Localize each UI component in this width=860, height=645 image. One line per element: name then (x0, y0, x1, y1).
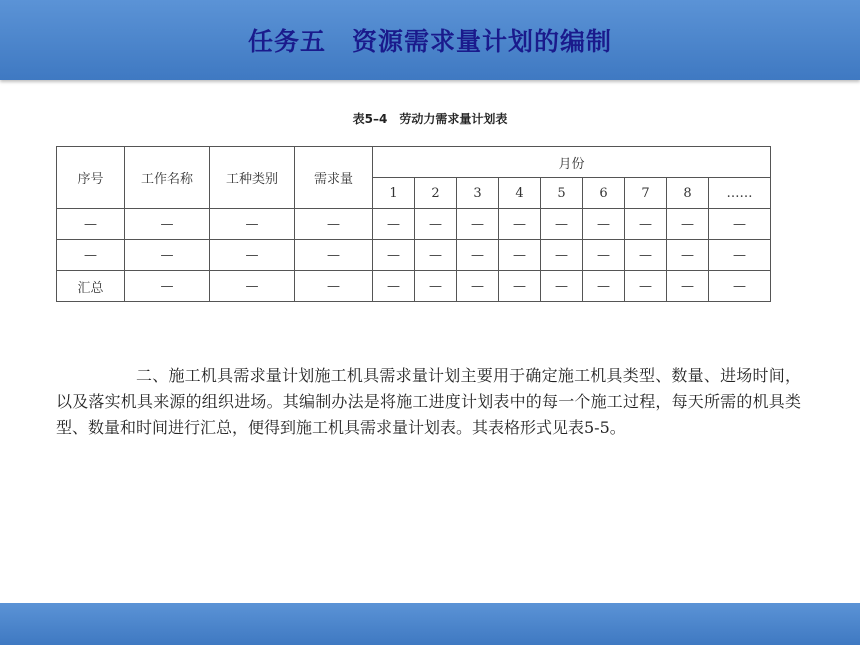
table-cell: — (583, 271, 625, 302)
table-cell: — (57, 209, 125, 240)
table-cell: — (125, 209, 210, 240)
table-cell: — (541, 271, 583, 302)
month-header-cell: 7 (625, 178, 667, 209)
table-cell: — (457, 209, 499, 240)
table-cell: — (210, 209, 295, 240)
table-cell: — (583, 240, 625, 271)
table-cell: — (57, 240, 125, 271)
table-cell: — (625, 209, 667, 240)
table-cell: — (667, 271, 709, 302)
table-cell: — (499, 240, 541, 271)
table-cell: — (373, 271, 415, 302)
table-cell: — (709, 209, 771, 240)
table-cell: — (210, 240, 295, 271)
table-cell: — (125, 240, 210, 271)
month-header-cell: 8 (667, 178, 709, 209)
header-work-name: 工作名称 (125, 147, 210, 209)
table-cell: — (457, 240, 499, 271)
table-cell: — (210, 271, 295, 302)
table-cell: — (415, 271, 457, 302)
slide-title: 任务五 资源需求量计划的编制 (247, 27, 612, 56)
table-cell: — (125, 271, 210, 302)
table-cell: — (295, 240, 373, 271)
table-cell: — (373, 209, 415, 240)
month-header-cell: 2 (415, 178, 457, 209)
table-caption: 表5–4 劳动力需求量计划表 (352, 112, 508, 126)
month-header-cell: 3 (457, 178, 499, 209)
month-header-cell: 5 (541, 178, 583, 209)
body-paragraph: 二、施工机具需求量计划施工机具需求量计划主要用于确定施工机具类型、数量、进场时间，以及落实机具来源的组织进场。其编制办法是将施工进度计划表中的每一个施工过程，每天所需的机具类型、数量和时间进行汇总，便得到施工机具需求量计划表。其表格形式见表5-5。 (56, 366, 801, 437)
table-cell: — (295, 209, 373, 240)
table-cell: — (499, 209, 541, 240)
table-cell: — (295, 271, 373, 302)
table-cell: — (457, 271, 499, 302)
table-cell: — (667, 240, 709, 271)
table-cell: — (541, 240, 583, 271)
header-seq: 序号 (57, 147, 125, 209)
table-row (57, 271, 771, 302)
header-month-group: 月份 (373, 147, 771, 178)
table-cell: — (625, 271, 667, 302)
labor-demand-table (56, 146, 771, 302)
table-cell: — (709, 240, 771, 271)
table-row (57, 240, 771, 271)
table-cell: — (583, 209, 625, 240)
table-cell: — (415, 240, 457, 271)
header-demand: 需求量 (295, 147, 373, 209)
table-cell: 汇总 (57, 271, 125, 302)
header-row (57, 147, 771, 178)
month-header-cell: 4 (499, 178, 541, 209)
month-header-cell: 6 (583, 178, 625, 209)
table-cell: — (667, 209, 709, 240)
table-cell: — (373, 240, 415, 271)
table-row (57, 209, 771, 240)
table-cell: — (625, 240, 667, 271)
footer-bar (0, 603, 860, 645)
table-cell: — (709, 271, 771, 302)
table-cell: — (541, 209, 583, 240)
header-trade: 工种类别 (210, 147, 295, 209)
month-header-cell: …… (709, 178, 771, 209)
table-cell: — (499, 271, 541, 302)
table-cell: — (415, 209, 457, 240)
month-header-cell: 1 (373, 178, 415, 209)
